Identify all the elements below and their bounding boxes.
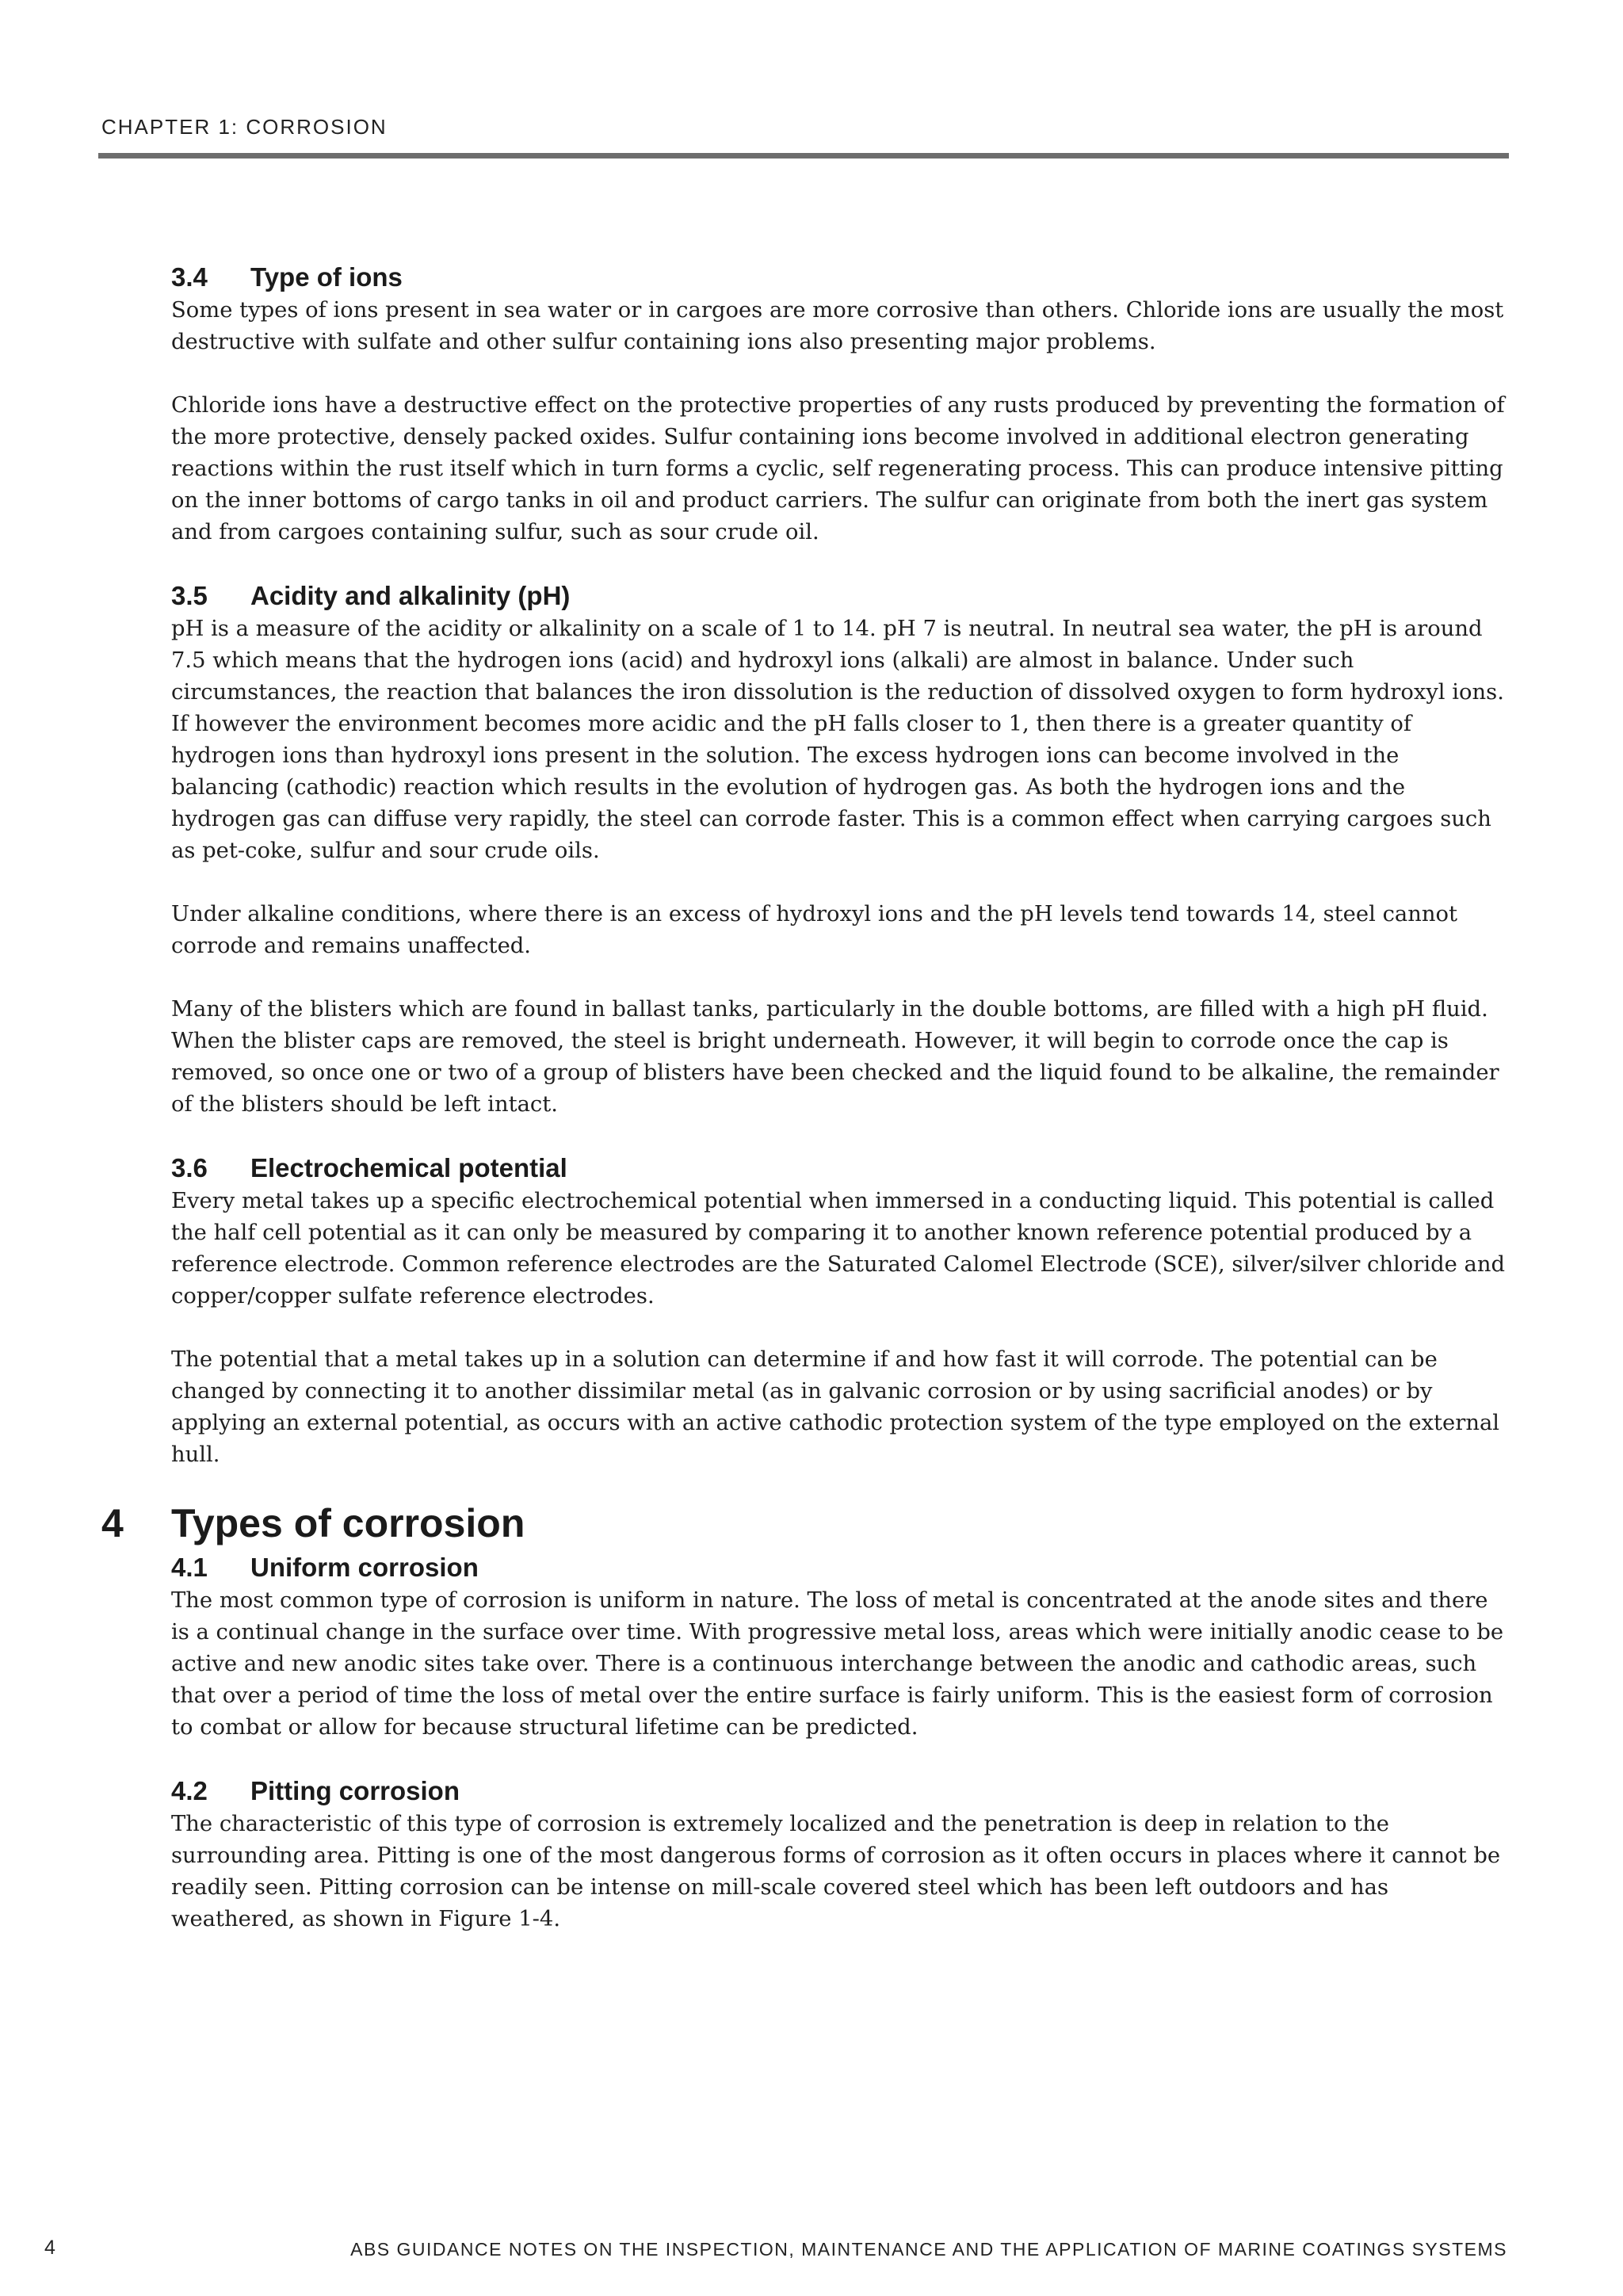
section-number: 4.1 [171,1553,208,1582]
section-number: 4 [101,1501,124,1545]
paragraph: Many of the blisters which are found in ballast tanks, particularly in the double bottoms, are filled with a high pH fluid. When the blister caps are removed, the steel is bright underneath. However, it will begin to corrode once the cap is removed, so once one or two of a group of blisters have been checked and the liquid found to be alkaline, the remainder of the blisters should be left intact. [171,997,1499,1117]
section-number: 3.4 [171,262,208,292]
paragraph: Some types of ions present in sea water or in cargoes are more corrosive than others. Chloride ions are usually the most destructive with sulfate and other sulfur containing ions also presenting major problems. [171,298,1504,354]
section-3-5-heading [171,580,1507,612]
paragraph: Every metal takes up a specific electrochemical potential when immersed in a conducting liquid. This potential is called the half cell potential as it can only be measured by comparing it to another known reference potential produced by a reference electrode. Common reference electrodes are the Saturated Calomel Electrode (SCE), silver/silver chloride and copper/copper sulfate reference electrodes. [171,1189,1506,1308]
section-number: 3.6 [171,1153,208,1182]
running-head: CHAPTER 1: CORROSION [101,115,388,139]
page-number: 4 [44,2237,55,2259]
paragraph: Chloride ions have a destructive effect on the protective properties of any rusts produced by preventing the formation of the more protective, densely packed oxides. Sulfur containing ions become involved in additional electron generating reactions within the rust itself which in turn forms a cyclic, self regenerating process. This can produce intensive pitting on the inner bottoms of cargo tanks in oil and product carriers. The sulfur can originate from both the inert gas system and from cargoes containing sulfur, such as sour crude oil. [171,393,1505,544]
section-title: Type of ions [250,262,403,292]
section-number: 4.2 [171,1776,208,1805]
section-4-1-heading [171,1552,1507,1584]
paragraph: The potential that a metal takes up in a solution can determine if and how fast it will corrode. The potential can be changed by connecting it to another dissimilar metal (as in galvanic corrosion or by using sacrificial anodes) or by applying an external potential, as occurs with an active cathodic protection system of the type employed on the external hull. [171,1347,1500,1467]
section-4-heading [101,1499,1507,1547]
section-title: Electrochemical potential [250,1153,567,1182]
paragraph: pH is a measure of the acidity or alkalinity on a scale of 1 to 14. pH 7 is neutral. In neutral sea water, the pH is around 7.5 which means that the hydrogen ions (acid) and hydroxyl ions (alkali) are almost in balance. Under such circumstances, the reaction that balances the iron dissolution is the reduction of dissolved oxygen to form hydroxyl ions. If however the environment becomes more acidic and the pH falls closer to 1, then there is a greater quantity of hydrogen ions than hydroxyl ions present in the solution. The excess hydrogen ions can become involved in the balancing (cathodic) reaction which results in the evolution of hydrogen gas. As both the hydrogen ions and the hydrogen gas can diffuse very rapidly, the steel can corrode faster. This is a common effect when carrying cargoes such as pet-coke, sulfur and sour crude oils. [171,617,1504,863]
header-rule [98,153,1509,159]
section-title: Types of corrosion [171,1501,525,1545]
section-number: 3.5 [171,581,208,610]
section-4-2-heading [171,1775,1507,1807]
section-title: Uniform corrosion [250,1553,479,1582]
paragraph: The characteristic of this type of corrosion is extremely localized and the penetration is deep in relation to the surrounding area. Pitting is one of the most dangerous forms of corrosion as it often occurs in places where it cannot be readily seen. Pitting corrosion can be intense on mill-scale covered steel which has been left outdoors and has weathered, as shown in Figure 1-4. [171,1812,1501,1931]
section-3-6-heading [171,1152,1507,1184]
section-title: Acidity and alkalinity (pH) [250,581,571,610]
paragraph: The most common type of corrosion is uniform in nature. The loss of metal is concentrated at the anode sites and there is a continual change in the surface over time. With progressive metal loss, areas which were initially anodic cease to be active and new anodic sites take over. There is a continuous interchange between the anodic and cathodic areas, such that over a period of time the loss of metal over the entire surface is fairly uniform. This is the easiest form of corrosion to combat or allow for because structural lifetime can be predicted. [171,1588,1504,1740]
running-foot: ABS GUIDANCE NOTES ON THE INSPECTION, MAINTENANCE AND THE APPLICATION OF MARINE COATINGS SYSTEMS [350,2239,1507,2260]
section-title: Pitting corrosion [250,1776,460,1805]
page-body [101,262,1507,1967]
section-3-4-heading [171,262,1507,293]
paragraph: Under alkaline conditions, where there is an excess of hydroxyl ions and the pH levels tend towards 14, steel cannot corrode and remains unaffected. [171,902,1458,958]
